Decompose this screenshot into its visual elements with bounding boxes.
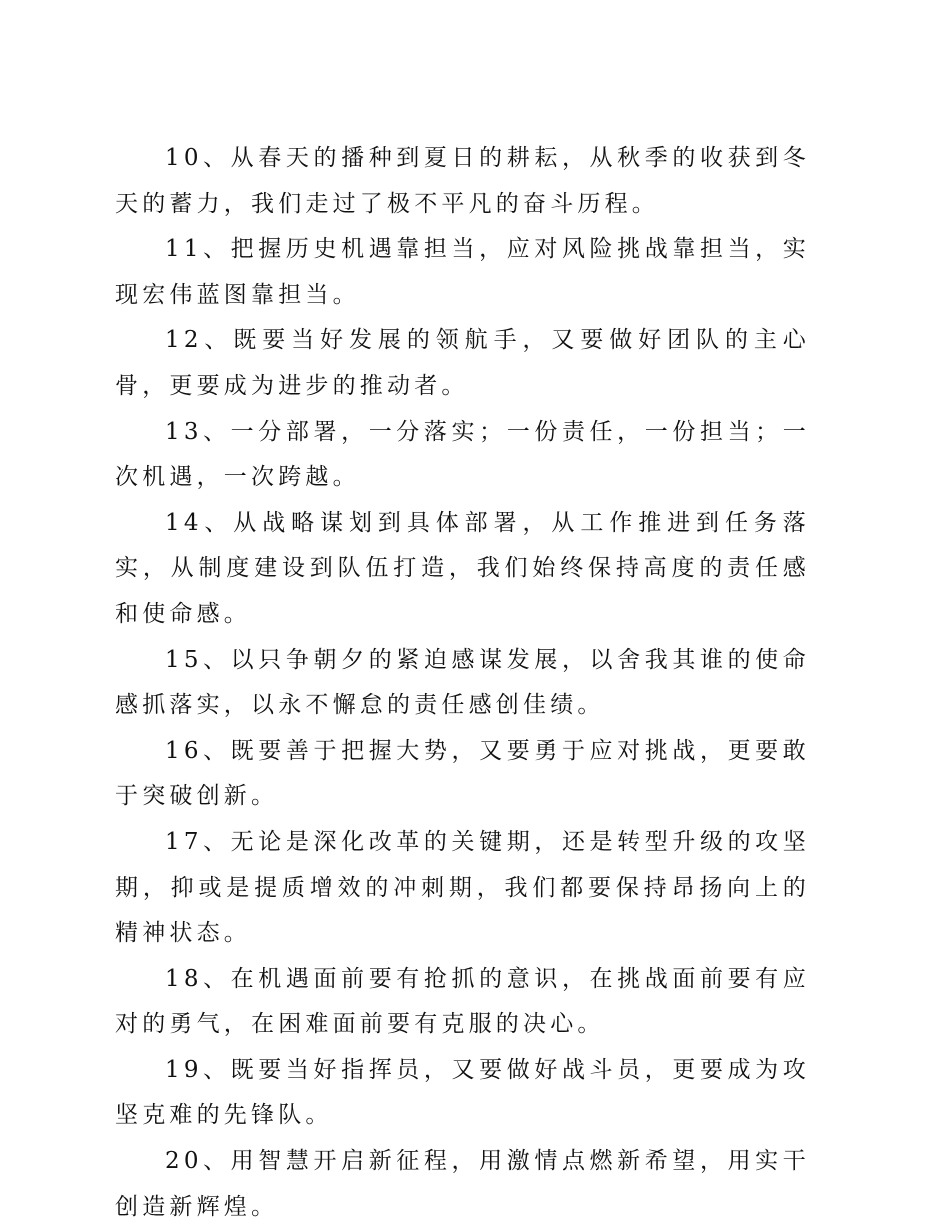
paragraph-18: 18、在机遇面前要有抢抓的意识，在挑战面前要有应对的勇气，在困难面前要有克服的决心。 [115,965,810,1038]
paragraph-20: 20、用智慧开启新征程，用激情点燃新希望，用实干创造新辉煌。 [115,1148,810,1220]
paragraph-10: 10、从春天的播种到夏日的耕耘，从秋季的收获到冬天的蓄力，我们走过了极不平凡的奋斗历程。 [115,145,810,217]
paragraph-17: 17、无论是深化改革的关键期，还是转型升级的攻坚期，抑或是提质增效的冲刺期，我们都要保持昂扬向上的精神状态。 [115,828,810,947]
paragraph-16: 16、既要善于把握大势，又要勇于应对挑战，更要敢于突破创新。 [115,737,810,810]
paragraph-19: 19、既要当好指挥员，又要做好战斗员，更要成为攻坚克难的先锋队。 [115,1056,810,1129]
document-body [115,136,810,1230]
paragraph-14: 14、从战略谋划到具体部署，从工作推进到任务落实，从制度建设到队伍打造，我们始终保持高度的责任感和使命感。 [115,509,810,627]
paragraph-12: 12、既要当好发展的领航手，又要做好团队的主心骨，更要成为进步的推动者。 [115,327,810,399]
paragraph-15: 15、以只争朝夕的紧迫感谋发展，以舍我其谁的使命感抓落实，以永不懈怠的责任感创佳绩。 [115,646,810,719]
paragraph-13: 13、一分部署，一分落实；一份责任，一份担当；一次机遇，一次跨越。 [115,418,810,491]
paragraph-11: 11、把握历史机遇靠担当，应对风险挑战靠担当，实现宏伟蓝图靠担当。 [115,236,810,308]
